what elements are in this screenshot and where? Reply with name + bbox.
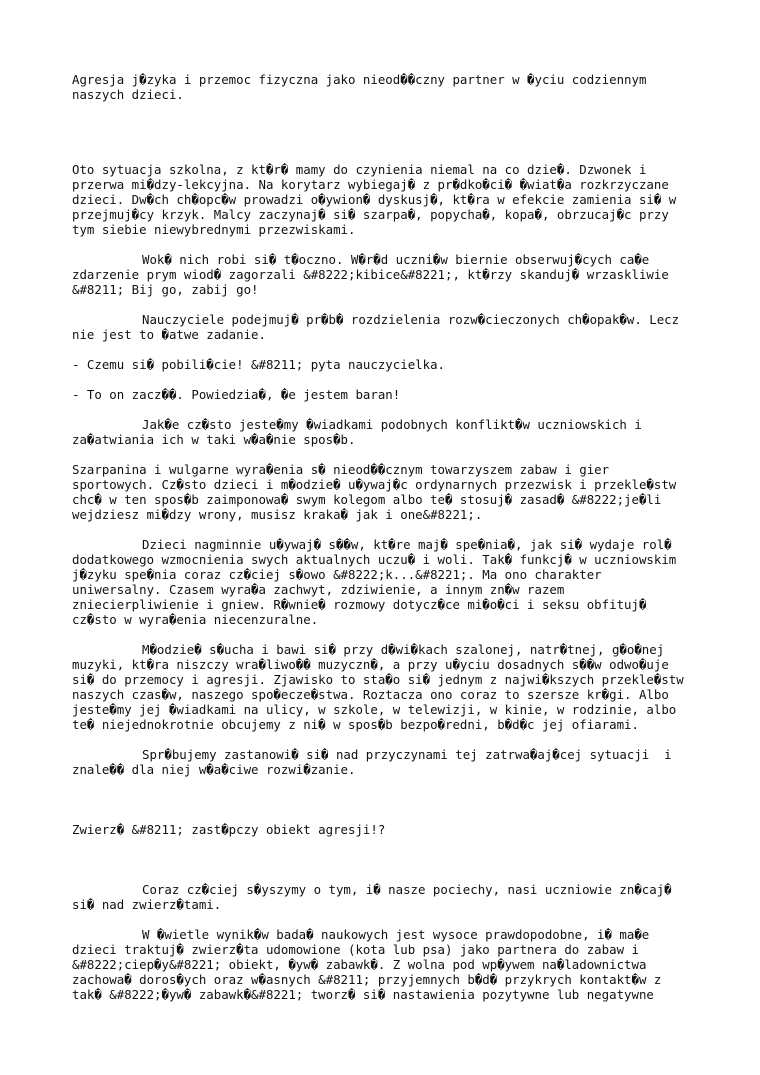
- paragraph: Szarpanina i wulgarne wyra�enia s� nieod��cznym towarzyszem zabaw i gier sportowych. Cz�sto dzieci i m�odzie� u�ywaj�c ordynarnych przezwisk i przekle�stw chc� w ten spos�b zaimponowa� swym kolegom albo te� stosuj� zasad� &#8222;je�li wejdziesz mi�dzy wrony, musisz kraka� jak i one&#8221;.: [72, 462, 684, 522]
- section-subheading: Zwierz� &#8211; zast�pczy obiekt agresji!?: [72, 822, 386, 837]
- paragraph: W �wietle wynik�w bada� naukowych jest wysoce prawdopodobne, i� ma�e dzieci traktuj� zwierz�ta udomowione (kota lub psa) jako partnera do zabaw i &#8222;ciep�y&#8221; obiekt, �yw� zabawk�. Z wolna pod wp�ywem na�ladownictwa zachowa� doros�ych oraz w�asnych &#8211; przyjemnych b�d� przykrych kontakt�w z tak� &#8222;�yw� zabawk�&#8221; tworz� si� nastawienia pozytywne lub negatywne: [72, 927, 669, 1002]
- paragraph: Jak�e cz�sto jeste�my �wiadkami podobnych konflikt�w uczniowskich i za�atwiania ich w taki w�a�nie spos�b.: [72, 417, 650, 447]
- spacer: [72, 912, 692, 927]
- paragraph: Wok� nich robi si� t�oczno. W�r�d uczni�w biernie obserwuj�cych ca�e zdarzenie prym wiod� zagorzali &#8222;kibice&#8221;, kt�rzy skanduj� wrzaskliwie &#8211; Bij go, zabij go!: [72, 252, 677, 297]
- paragraph: Nauczyciele podejmuj� pr�b� rozdzielenia rozw�cieczonych ch�opak�w. Lecz nie jest to �atwe zadanie.: [72, 312, 687, 342]
- spacer: [72, 237, 692, 252]
- spacer: [72, 297, 692, 312]
- spacer: [72, 102, 692, 162]
- spacer: [72, 372, 692, 387]
- spacer: [72, 447, 692, 462]
- spacer: [72, 402, 692, 417]
- paragraph: Spr�bujemy zastanowi� si� nad przyczynami tej zatrwa�aj�cej sytuacji i znale�� dla niej w�a�ciwe rozwi�zanie.: [72, 747, 680, 777]
- spacer: [72, 627, 692, 642]
- spacer: [72, 522, 692, 537]
- paragraph: Coraz cz�ciej s�yszymy o tym, i� nasze pociechy, nasi uczniowie zn�caj� si� nad zwierz�tami.: [72, 882, 680, 912]
- spacer: [72, 837, 692, 882]
- spacer: [72, 732, 692, 747]
- spacer: [72, 342, 692, 357]
- spacer: [72, 777, 692, 822]
- paragraph: Dzieci nagminnie u�ywaj� s��w, kt�re maj� spe�nia�, jak si� wydaje rol� dodatkowego wzmocnienia swych aktualnych uczu� i woli. Tak� funkcj� w uczniowskim j�zyku spe�nia coraz cz�ciej s�owo &#8222;k...&#8221;. Ma ono charakter uniwersalny. Czasem wyra�a zachwyt, zdziwienie, a innym zn�w razem zniecierpliwienie i gniew. R�wnie� rozmowy dotycz�ce mi�o�ci i seksu obfituj� cz�sto w wyra�enia niecenzuralne.: [72, 537, 684, 627]
- dialogue-line: - To on zacz��. Powiedzia�, �e jestem baran!: [72, 387, 401, 402]
- dialogue-line: - Czemu si� pobili�cie! &#8211; pyta nauczycielka.: [72, 357, 445, 372]
- paragraph: M�odzie� s�ucha i bawi si� przy d�wi�kach szalonej, natr�tnej, g�o�nej muzyki, kt�ra niszczy wra�liwo�� muzyczn�, a przy u�yciu dosadnych s��w odwo�uje si� do przemocy i agresji. Zjawisko to sta�o si� jednym z najwi�kszych przekle�stw naszych czas�w, naszego spo�ecze�stwa. Roztacza ono coraz to szersze kr�gi. Albo jeste�my jej �wiadkami na ulicy, w szkole, w telewizji, w kinie, w rodzinie, albo te� niejednokrotnie obcujemy z ni� w spos�b bezpo�redni, b�d�c jej ofiarami.: [72, 642, 692, 732]
- document-page: [72, 72, 692, 1002]
- document-title: Agresja j�zyka i przemoc fizyczna jako nieod��czny partner w �yciu codziennym naszych dzieci.: [72, 72, 654, 102]
- paragraph: Oto sytuacja szkolna, z kt�r� mamy do czynienia niemal na co dzie�. Dzwonek i przerwa mi�dzy-lekcyjna. Na korytarz wybiegaj� z pr�dko�ci� �wiat�a rozkrzyczane dzieci. Dw�ch ch�opc�w prowadzi o�ywion� dyskusj�, kt�ra w efekcie zamienia si� w przejmuj�cy krzyk. Malcy zaczynaj� si� szarpa�, popycha�, kopa�, obrzucaj�c przy tym siebie niewybrednymi przezwiskami.: [72, 162, 684, 237]
